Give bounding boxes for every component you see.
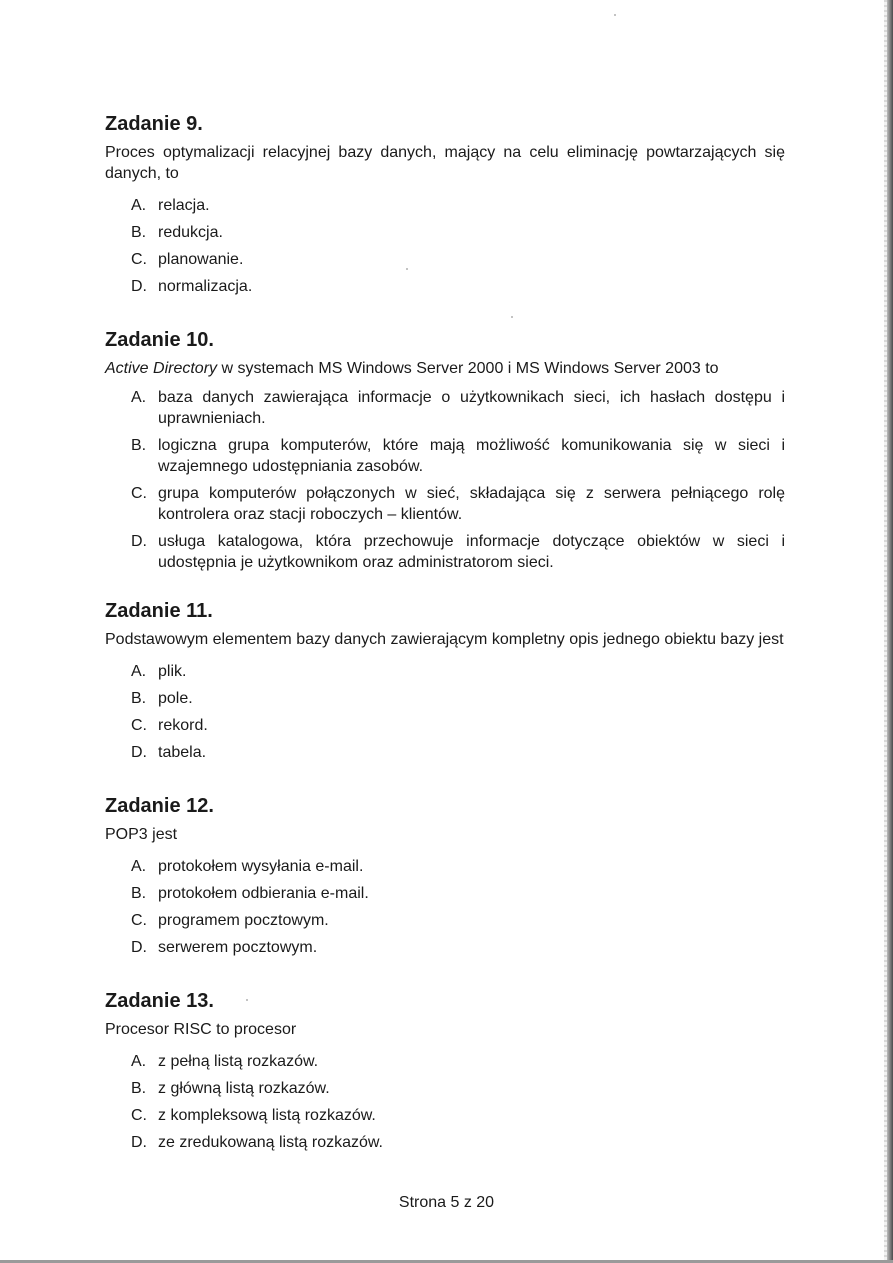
- answer-option[interactable]: [105, 853, 785, 880]
- answer-letter: C.: [131, 251, 147, 268]
- answer-option[interactable]: [105, 1075, 785, 1102]
- task-heading: Zadanie 12.: [105, 795, 214, 817]
- answer-text: z główną listą rozkazów.: [158, 1080, 330, 1097]
- answer-text: grupa komputerów połączonych w sieć, składająca się z serwera pełniącego rolę kontrolera oraz stacji roboczych – klientów.: [158, 485, 785, 523]
- answer-list: [105, 387, 785, 573]
- answer-option[interactable]: [105, 712, 785, 739]
- answer-option[interactable]: [105, 739, 785, 766]
- answer-list: [105, 1048, 785, 1156]
- answer-letter: B.: [131, 1080, 147, 1097]
- task-11: [105, 599, 785, 766]
- answer-text: protokołem odbierania e-mail.: [158, 885, 369, 902]
- question-rest: w systemach MS Windows Server 2000 i MS Windows Server 2003 to: [217, 360, 719, 377]
- answer-option[interactable]: [105, 483, 785, 525]
- answer-text: z kompleksową listą rozkazów.: [158, 1107, 376, 1124]
- task-question: Procesor RISC to procesor: [105, 1021, 297, 1038]
- task-heading: Zadanie 9.: [105, 113, 203, 135]
- answer-text: redukcja.: [158, 224, 223, 241]
- answer-text: baza danych zawierająca informacje o użytkownikach sieci, ich hasłach dostępu i uprawnieniach.: [158, 389, 785, 427]
- answer-text: rekord.: [158, 717, 208, 734]
- task-question: Proces optymalizacji relacyjnej bazy danych, mający na celu eliminację powtarzających się danych, to: [105, 144, 785, 182]
- task-13: [105, 989, 785, 1156]
- answer-text: ze zredukowaną listą rozkazów.: [158, 1134, 383, 1151]
- answer-list: [105, 658, 785, 766]
- task-12: [105, 794, 785, 961]
- answer-option[interactable]: [105, 685, 785, 712]
- answer-option[interactable]: [105, 934, 785, 961]
- answer-text: plik.: [158, 663, 187, 680]
- answer-letter: A.: [131, 197, 147, 214]
- answer-list: [105, 853, 785, 961]
- answer-letter: C.: [131, 1107, 147, 1124]
- answer-option[interactable]: [105, 1102, 785, 1129]
- answer-letter: A.: [131, 389, 147, 406]
- task-heading: Zadanie 10.: [105, 329, 214, 351]
- answer-option[interactable]: [105, 1129, 785, 1156]
- exam-page: [105, 112, 785, 1178]
- task-10: [105, 328, 785, 573]
- scan-speck: [614, 14, 616, 16]
- question-italic-term: Active Directory: [105, 360, 218, 377]
- task-question: [105, 358, 785, 379]
- answer-option[interactable]: [105, 219, 785, 246]
- answer-letter: C.: [131, 485, 147, 502]
- answer-option[interactable]: [105, 435, 785, 477]
- task-9: [105, 112, 785, 300]
- task-question: Podstawowym elementem bazy danych zawierającym kompletny opis jednego obiektu bazy jest: [105, 631, 784, 648]
- answer-letter: C.: [131, 912, 147, 929]
- answer-letter: B.: [131, 885, 147, 902]
- answer-text: protokołem wysyłania e-mail.: [158, 858, 364, 875]
- answer-text: usługa katalogowa, która przechowuje informacje dotyczące obiektów w sieci i udostępnia je użytkownikom oraz administratorom sieci.: [158, 533, 785, 571]
- answer-letter: A.: [131, 663, 147, 680]
- page-number: Strona 5 z 20: [398, 1194, 495, 1211]
- answer-text: logiczna grupa komputerów, które mają możliwość komunikowania się w sieci i wzajemnego udostępniania zasobów.: [158, 437, 785, 475]
- answer-option[interactable]: [105, 1048, 785, 1075]
- answer-list: [105, 192, 785, 300]
- answer-text: serwerem pocztowym.: [158, 939, 318, 956]
- answer-text: programem pocztowym.: [158, 912, 329, 929]
- answer-letter: C.: [131, 717, 147, 734]
- task-question: POP3 jest: [105, 826, 178, 843]
- answer-option[interactable]: [105, 907, 785, 934]
- task-heading: Zadanie 13.: [105, 990, 214, 1012]
- answer-text: tabela.: [158, 744, 207, 761]
- answer-letter: A.: [131, 858, 147, 875]
- answer-letter: D.: [131, 278, 147, 295]
- answer-letter: B.: [131, 690, 147, 707]
- answer-letter: D.: [131, 533, 147, 550]
- answer-option[interactable]: [105, 531, 785, 573]
- answer-letter: D.: [131, 939, 147, 956]
- task-heading: Zadanie 11.: [105, 600, 213, 622]
- answer-letter: D.: [131, 744, 147, 761]
- answer-text: relacja.: [158, 197, 210, 214]
- answer-text: planowanie.: [158, 251, 244, 268]
- answer-option[interactable]: [105, 387, 785, 429]
- answer-option[interactable]: [105, 246, 785, 273]
- answer-letter: A.: [131, 1053, 147, 1070]
- answer-option[interactable]: [105, 658, 785, 685]
- scan-edge-shadow: [887, 0, 893, 1263]
- answer-letter: D.: [131, 1134, 147, 1151]
- answer-letter: B.: [131, 437, 147, 454]
- answer-option[interactable]: [105, 880, 785, 907]
- answer-text: z pełną listą rozkazów.: [158, 1053, 319, 1070]
- answer-text: pole.: [158, 690, 193, 707]
- answer-option[interactable]: [105, 273, 785, 300]
- answer-text: normalizacja.: [158, 278, 253, 295]
- answer-option[interactable]: [105, 192, 785, 219]
- answer-letter: B.: [131, 224, 147, 241]
